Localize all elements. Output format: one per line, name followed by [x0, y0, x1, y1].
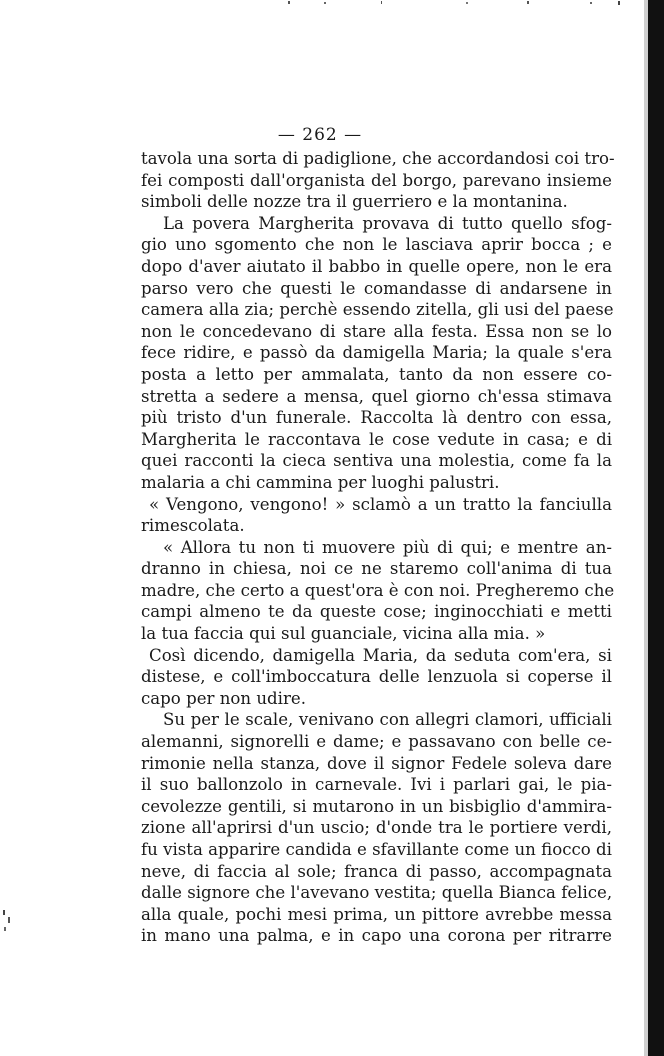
- text-line: il suo ballonzolo in carnevale. Ivi i parlari gai, le pia-: [141, 775, 612, 795]
- text-line: distese, e coll'imboccatura delle lenzuola si coperse il: [141, 667, 612, 687]
- text-line: neve, di faccia al sole; franca di passo, accompagnata: [141, 861, 612, 881]
- text-line: simboli delle nozze tra il guerriero e la montanina.: [141, 192, 568, 212]
- text-line: dopo d'aver aiutato il babbo in quelle opere, non le era: [141, 256, 612, 276]
- text-line: Margherita le raccontava le cose vedute in casa; e di: [141, 429, 612, 449]
- text-line: parso vero che questi le comandasse di andarsene in: [141, 278, 612, 298]
- text-line: fu vista apparire candida e sfavillante come un fiocco di: [141, 840, 612, 859]
- scan-specks-left: [0, 905, 14, 945]
- text-line: campi almeno te da queste cose; inginocchiati e metti: [141, 602, 612, 622]
- scan-specks-top: [0, 0, 640, 10]
- text-line: più tristo d'un funerale. Raccolta là dentro con essa,: [141, 408, 612, 428]
- text-line: gio uno sgomento che non le lasciava aprir bocca ; e: [141, 235, 612, 255]
- text-line: non le concedevano di stare alla festa. Essa non se lo: [141, 321, 612, 341]
- text-line: dalle signore che l'avevano vestita; quella Bianca felice,: [141, 883, 613, 903]
- text-line: Così dicendo, damigella Maria, da seduta com'era, si: [149, 645, 612, 665]
- text-line: alemanni, signorelli e dame; e passavano con belle ce-: [141, 732, 612, 752]
- text-line: fece ridire, e passò da damigella Maria; la quale s'era: [141, 343, 612, 363]
- text-line: posta a letto per ammalata, tanto da non essere co-: [141, 364, 612, 384]
- text-line: cevolezze gentili, si mutarono in un bisbiglio d'ammira-: [141, 796, 612, 816]
- text-line: « Allora tu non ti muovere più di qui; e mentre an-: [163, 537, 612, 557]
- text-line: rimonie nella stanza, dove il signor Fedele soleva dare: [141, 753, 612, 773]
- text-line: quei racconti la cieca sentiva una molestia, come fa la: [141, 451, 612, 471]
- text-line: Su per le scale, venivano con allegri clamori, ufficiali: [163, 710, 612, 730]
- page-number: — 262 —: [277, 125, 363, 145]
- body-text: [141, 148, 615, 947]
- text-line: fei composti dall'organista del borgo, parevano insieme: [141, 170, 612, 190]
- text-line: camera alla zia; perchè essendo zitella, gli usi del paese: [141, 300, 614, 320]
- text-line: rimescolata.: [141, 516, 245, 536]
- text-line: dranno in chiesa, noi ce ne staremo coll'anima di tua: [141, 559, 612, 579]
- text-line: stretta a sedere a mensa, quel giorno ch'essa stimava: [141, 386, 612, 406]
- text-line: La povera Margherita provava di tutto quello sfog-: [163, 213, 612, 233]
- text-line: madre, che certo a quest'ora è con noi. Pregheremo che: [141, 580, 615, 600]
- text-line: malaria a chi cammina per luoghi palustri.: [141, 472, 500, 492]
- text-line: alla quale, pochi mesi prima, un pittore avrebbe messa: [141, 904, 612, 924]
- text-line: zione all'aprirsi d'un uscio; d'onde tra le portiere verdi,: [141, 818, 612, 838]
- text-line: tavola una sorta di padiglione, che accordandosi coi tro-: [141, 149, 615, 168]
- text-line: in mano una palma, e in capo una corona per ritrarre: [141, 926, 612, 946]
- text-line: « Vengono, vengono! » sclamò a un tratto la fanciulla: [149, 494, 612, 514]
- text-line: la tua faccia qui sul guanciale, vicina alla mia. »: [141, 624, 546, 644]
- page-edge: [648, 0, 664, 1056]
- text-line: capo per non udire.: [141, 688, 307, 708]
